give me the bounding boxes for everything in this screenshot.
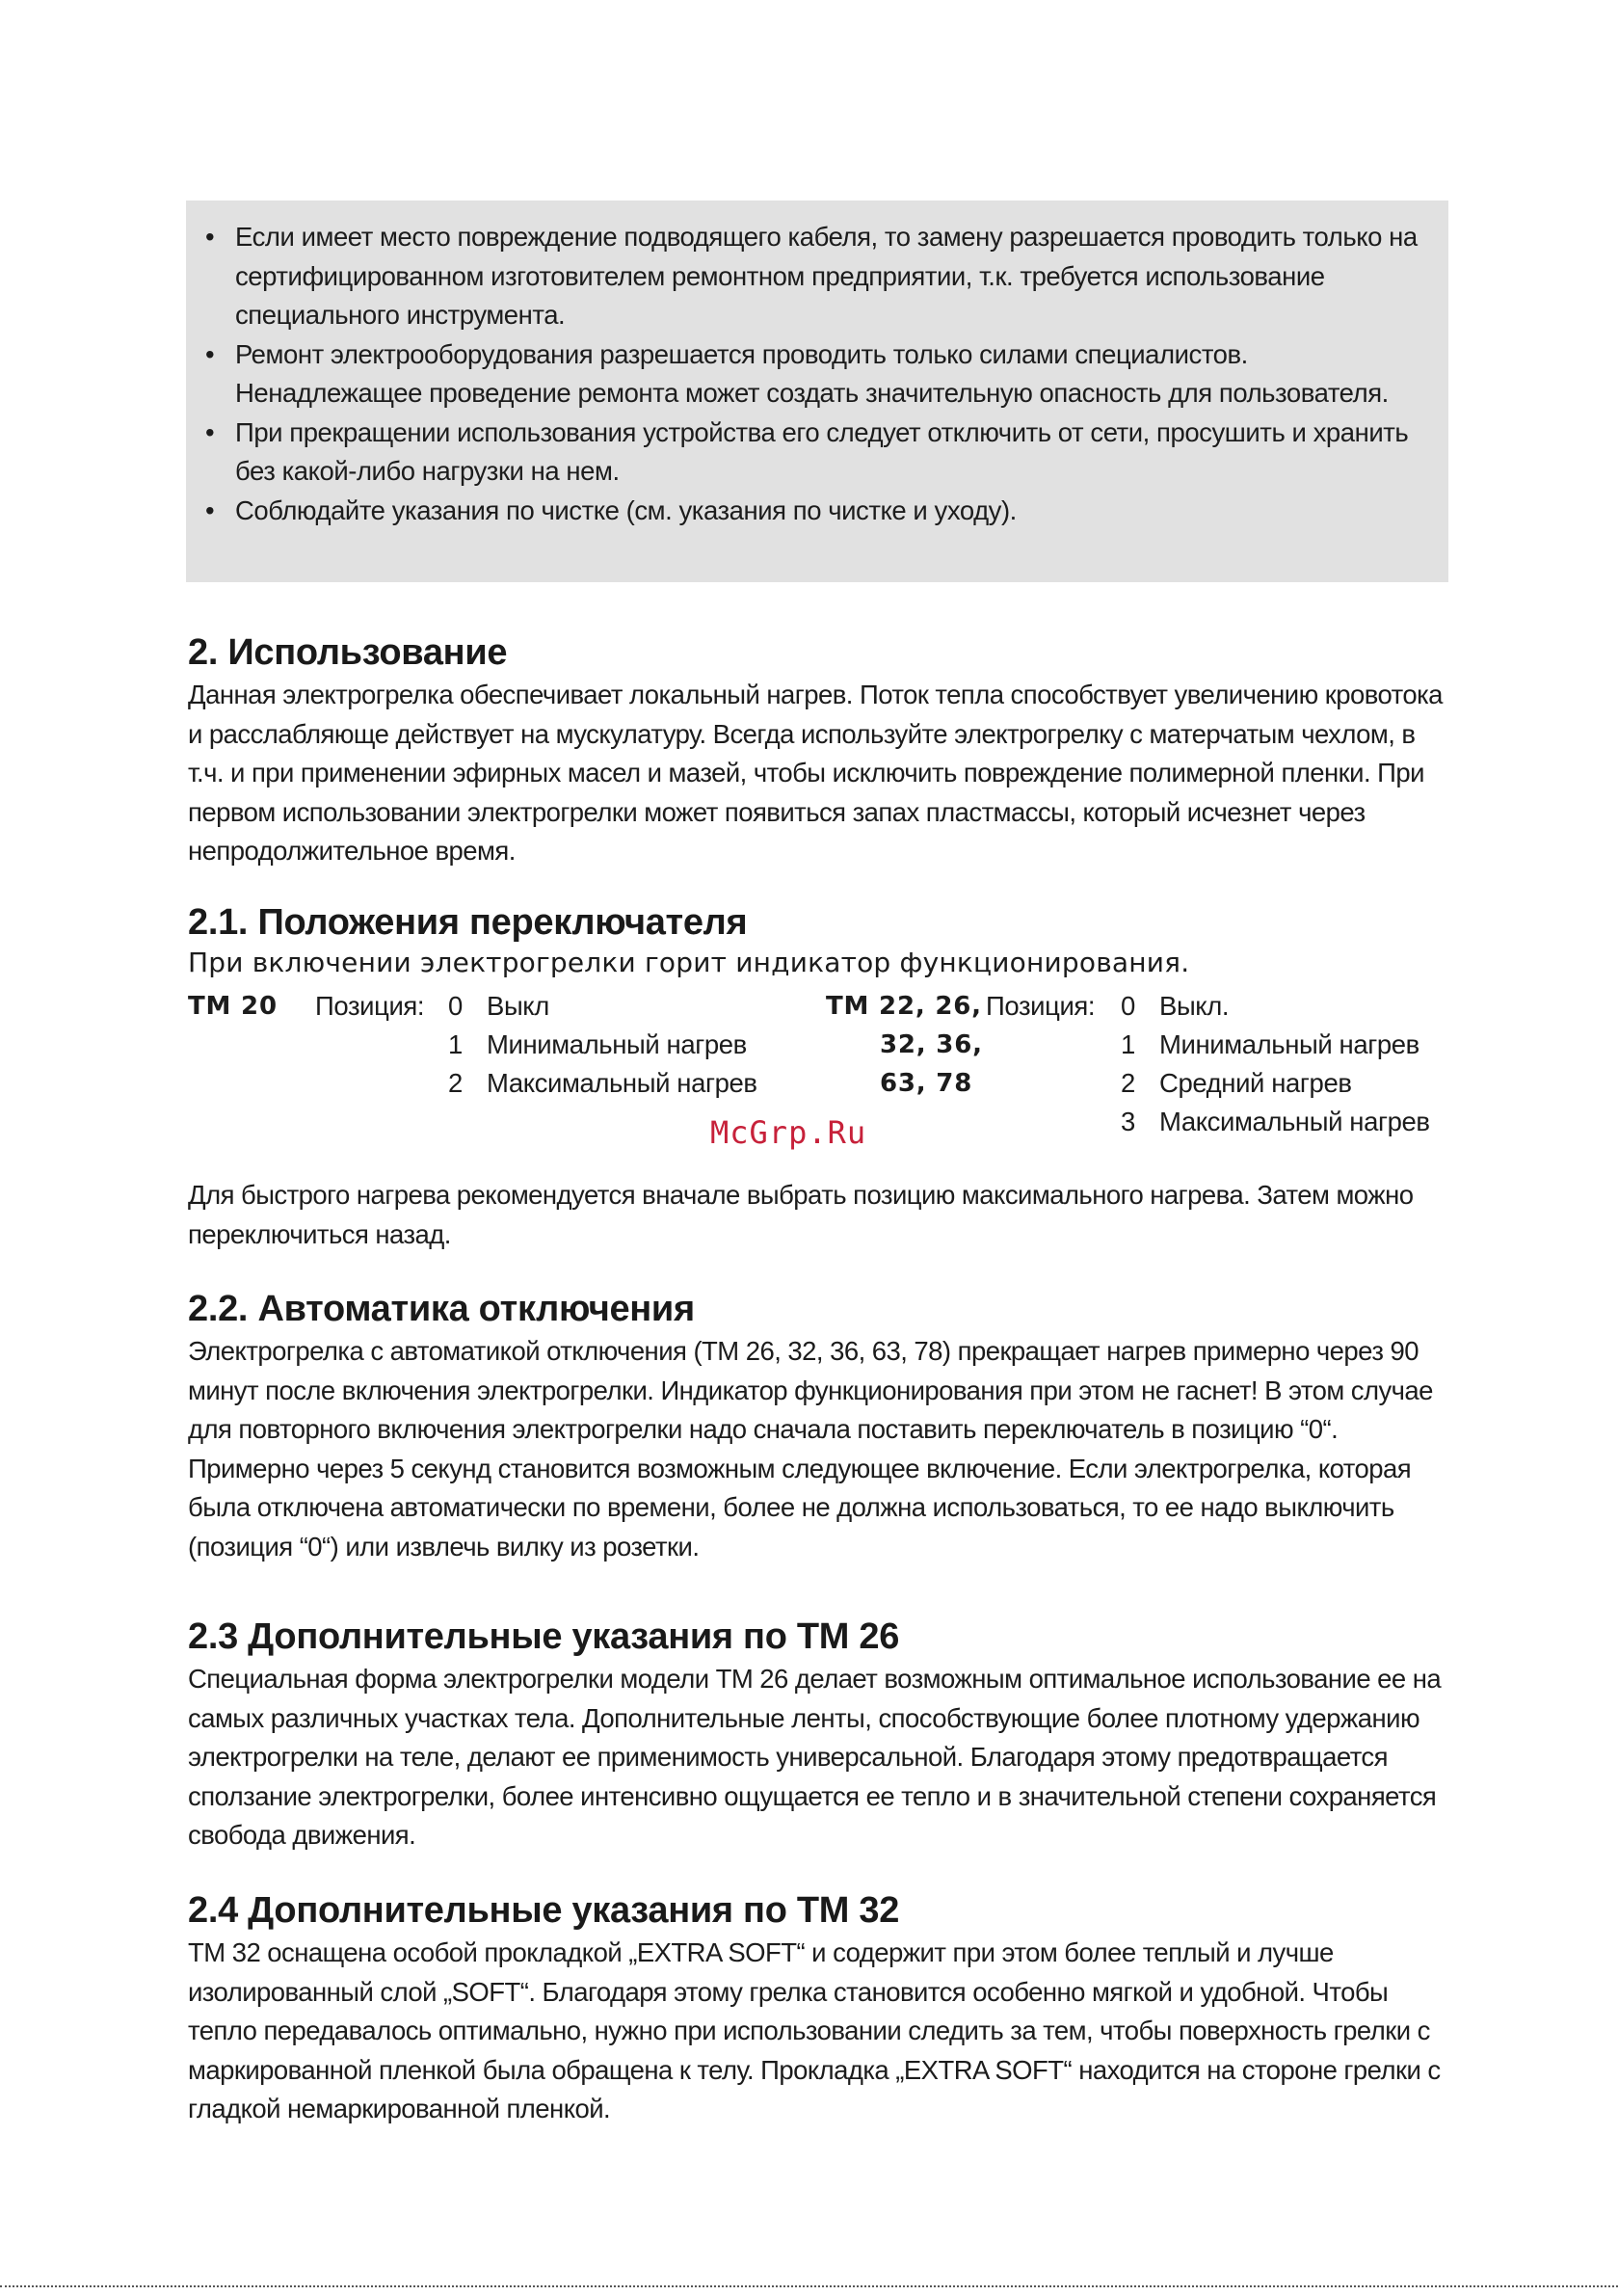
position-number: 0: [1121, 991, 1135, 1021]
warning-text: При прекращении использования устройства его следует отключить от сети, просушить и хранить без какой-либо нагрузки на нем.: [235, 416, 1409, 486]
position-number: 1: [448, 1029, 463, 1059]
position-text: Выкл: [487, 991, 549, 1021]
section-title: 2. Использование: [188, 632, 508, 673]
warning-text: Если имеет место повреждение подводящего кабеля, то замену разрешается проводить только на сертифицированном изготовителем ремонтном предприятии, т.к. требуется использование специального инструмента.: [235, 222, 1418, 330]
position-number: 3: [1121, 1107, 1135, 1136]
section-title: 2.1. Положения переключателя: [188, 902, 748, 943]
section-tm26-notes: [188, 1615, 1450, 1855]
warning-item: [205, 492, 1419, 531]
section-switch-positions: [188, 901, 1450, 982]
section-tm32-notes: [188, 1889, 1450, 2129]
warning-box: [186, 200, 1448, 582]
position-label-left: Позиция:: [315, 991, 425, 1021]
section-title: 2.4 Дополнительные указания по TM 32: [188, 1890, 900, 1931]
section-text: Для быстрого нагрева рекомендуется вначале выбрать позицию максимального нагрева. Затем можно переключиться назад.: [188, 1180, 1414, 1249]
model-label-right: 63, 78: [880, 1069, 973, 1098]
bullet-icon: •: [205, 416, 215, 447]
bullet-icon: •: [205, 338, 215, 369]
section-text: TM 32 оснащена особой прокладкой „EXTRA SOFT“ и содержит при этом более теплый и лучше изолированный слой „SOFT“. Благодаря этому грелка становится особенно мягкой и удобной. Чтобы тепло передавалось оптимально, нужно при использовании следить за тем, чтобы поверхность грелки с маркированной пленкой была обращена к телу. Прокладка „EXTRA SOFT“ находится на стороне грелки с гладкой немаркированной пленкой.: [188, 1937, 1441, 2123]
section-lead: При включении электрогрелки горит индикатор функционирования.: [188, 947, 1190, 978]
model-label-right: TM 22, 26,: [826, 992, 982, 1021]
warning-text: Ремонт электрооборудования разрешается проводить только силами специалистов. Ненадлежащее проведение ремонта может создать значительную опасность для пользователя.: [235, 338, 1389, 408]
position-text: Минимальный нагрев: [487, 1029, 747, 1059]
section-auto-shutoff: [188, 1288, 1450, 1566]
section-title: 2.3 Дополнительные указания по TM 26: [188, 1616, 900, 1657]
warning-item: [205, 414, 1419, 492]
warning-item: [205, 218, 1419, 335]
position-text: Средний нагрев: [1159, 1068, 1352, 1098]
position-text: Минимальный нагрев: [1159, 1029, 1419, 1059]
watermark: McGrp.Ru: [710, 1114, 867, 1151]
section-text: Данная электрогрелка обеспечивает локальный нагрев. Поток тепла способствует увеличению кровотока и расслабляюще действует на мускулатуру. Всегда используйте электрогрелку с матерчатым чехлом, в т.ч. и при применении эфирных масел и мазей, чтобы исключить повреждение полимерной пленки. При первом использовании электрогрелки может появиться запах пластмассы, который исчезнет через непродолжительное время.: [188, 680, 1443, 866]
position-label-right: Позиция:: [986, 991, 1096, 1021]
model-label-left: TM 20: [188, 992, 278, 1021]
warning-text: Соблюдайте указания по чистке (см. указания по чистке и уходу).: [235, 494, 1017, 525]
position-text: Максимальный нагрев: [1159, 1107, 1430, 1136]
page-bottom-border: [0, 2285, 1618, 2287]
position-number: 2: [448, 1068, 463, 1098]
section-title: 2.2. Автоматика отключения: [188, 1289, 695, 1329]
section-text: Электрогрелка с автоматикой отключения (TM 26, 32, 36, 63, 78) прекращает нагрев примерно через 90 минут после включения электрогрелки. Индикатор функционирования при этом не гаснет! В этом случае для повторного включения электрогрелки надо сначала поставить переключатель в позицию “0“. Примерно через 5 секунд становится возможным следующее включение. Если электрогрелка, которая была отключена автоматически по времени, более не должна использоваться, то ее надо выключить (позиция “0“) или извлечь вилку из розетки.: [188, 1336, 1433, 1562]
warning-item: [205, 335, 1419, 414]
position-number: 1: [1121, 1029, 1135, 1059]
position-number: 0: [448, 991, 463, 1021]
section-usage: [188, 631, 1450, 871]
position-number: 2: [1121, 1068, 1135, 1098]
quick-heat-note: [188, 1176, 1450, 1254]
position-text: Выкл.: [1159, 991, 1230, 1021]
bullet-icon: •: [205, 494, 215, 525]
bullet-icon: •: [205, 222, 215, 252]
section-text: Специальная форма электрогрелки модели TM 26 делает возможным оптимальное использование ее на самых различных участках тела. Дополнительные ленты, способствующие более плотному удержанию электрогрелки на теле, делают ее применимость универсальной. Благодаря этому предотвращается сползание электрогрелки, более интенсивно ощущается ее тепло и в значительной степени сохраняется свобода движения.: [188, 1664, 1442, 1850]
model-label-right: 32, 36,: [880, 1030, 983, 1059]
position-text: Максимальный нагрев: [487, 1068, 757, 1098]
